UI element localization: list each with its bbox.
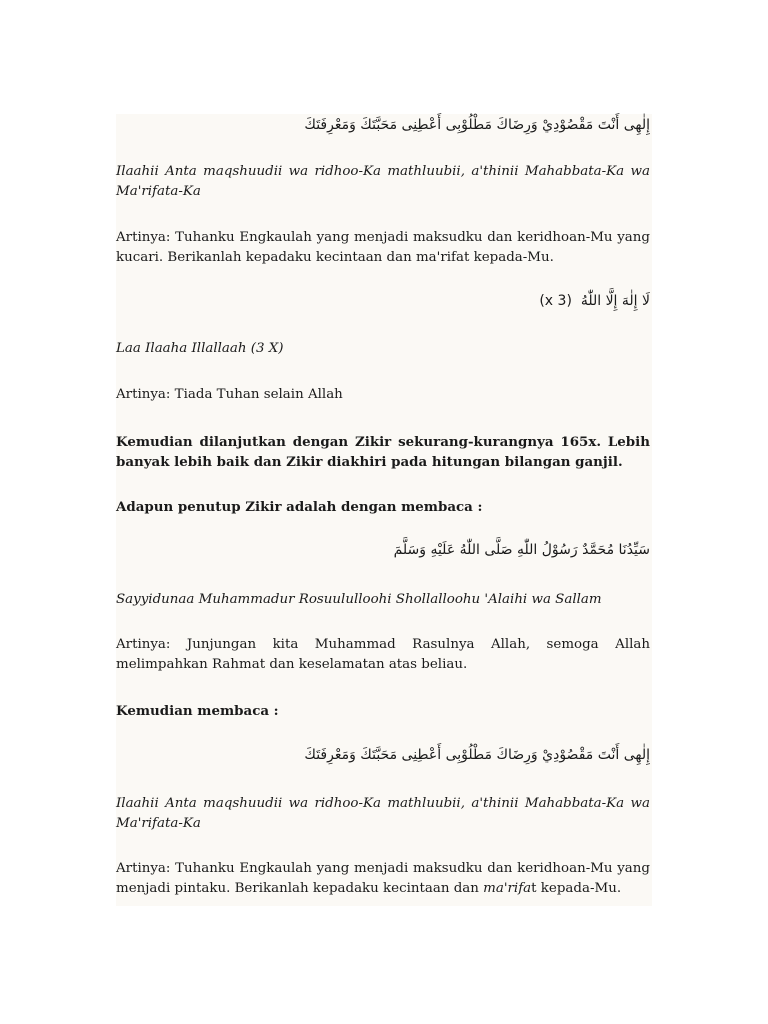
translation-part: t kepada-Mu.: [531, 881, 622, 896]
translation-text: Artinya: Tiada Tuhan selain Allah: [116, 387, 343, 402]
transliteration-text: Laa Ilaaha Illallaah (3 X): [116, 341, 284, 356]
translation-text: [116, 859, 650, 899]
arabic-tahlil-text: لَا إِلٰهَ إِلَّا اللّٰهُ: [580, 293, 650, 309]
translation-text: Artinya: Tuhanku Engkaulah yang menjadi maksudku dan keridhoan-Mu yang kucari. Berikanlah kepadaku kecintaan dan ma'rifat kepada-Mu.: [116, 230, 650, 265]
instruction-text: Kemudian membaca :: [116, 703, 279, 719]
arabic-tahlil-line: [116, 290, 650, 312]
transliteration-text: Sayyidunaa Muhammadur Rosuululloohi Shollalloohu 'Alaihi wa Sallam: [116, 592, 602, 607]
transliteration-text: Ilaahii Anta maqshuudii wa ridhoo-Ka mathluubii, a'thinii Mahabbata-Ka wa Ma'rifata-Ka: [116, 796, 650, 831]
instruction-text: Adapun penutup Zikir adalah dengan membaca :: [116, 499, 483, 515]
translation-part: Artinya: Tuhanku Engkaulah yang menjadi maksudku dan keridhoan-Mu yang menjadi pintaku. Berikanlah kepadaku kecintaan dan: [116, 861, 650, 896]
arabic-salawat-text: سَيِّدُنَا مُحَمَّدٌ رَسُوْلُ اللّٰهِ صَلَّى اللّٰهُ عَلَيْهِ وَسَلَّمَ: [393, 542, 650, 558]
arabic-prayer-text: إِلٰهِى أَنْتَ مَقْصُوْدِيْ وَرِضَاكَ مَطْلُوْبِى أَعْطِنِى مَحَبَّتَكَ وَمَعْرِفَتَكَ: [304, 117, 650, 133]
arabic-prayer-text: إِلٰهِى أَنْتَ مَقْصُوْدِيْ وَرِضَاكَ مَطْلُوْبِى أَعْطِنِى مَحَبَّتَكَ وَمَعْرِفَتَكَ: [304, 747, 650, 763]
repeat-count: (x 3): [539, 293, 572, 309]
instruction-text: Kemudian dilanjutkan dengan Zikir sekurang-kurangnya 165x. Lebih banyak lebih baik dan Zikir diakhiri pada hitungan bilangan ganjil.: [116, 434, 650, 470]
translation-text: Artinya: Junjungan kita Muhammad Rasulnya Allah, semoga Allah melimpahkan Rahmat dan keselamatan atas beliau.: [116, 637, 650, 672]
transliteration-text: Ilaahii Anta maqshuudii wa ridhoo-Ka mathluubii, a'thinii Mahabbata-Ka wa Ma'rifata-Ka: [116, 164, 650, 199]
translation-italic-part: ma'rifa: [483, 881, 532, 896]
